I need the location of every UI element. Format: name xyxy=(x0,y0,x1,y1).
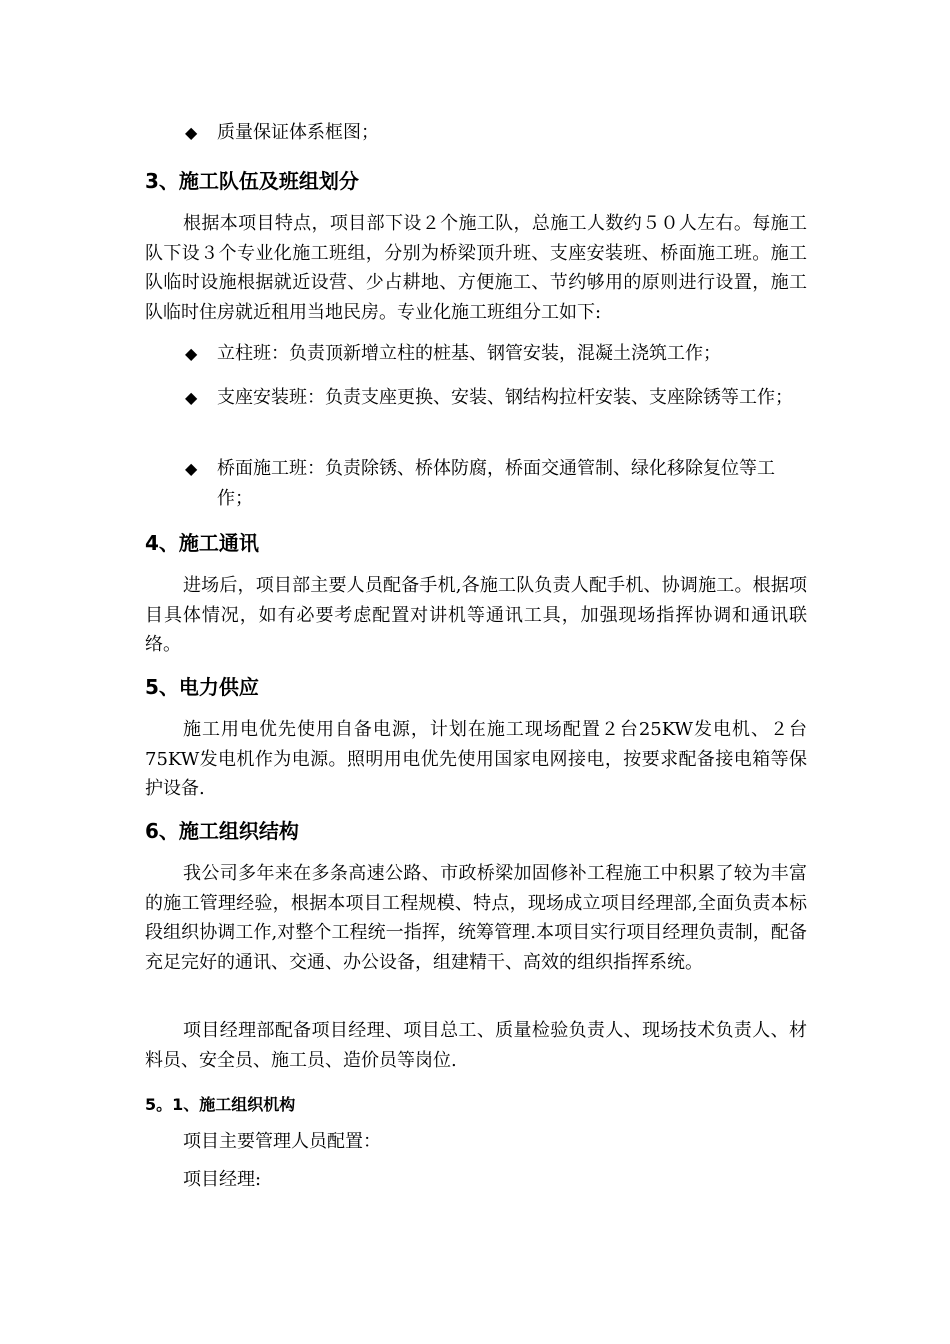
bullet-text: 质量保证体系框图； xyxy=(217,122,379,143)
diamond-bullet-icon: ◆ xyxy=(185,388,198,407)
bullet-text: 桥面施工班：负责除锈、桥体防腐，桥面交通管制、绿化移除复位等工作； xyxy=(217,458,775,509)
section-3-heading: 3、施工队伍及班组划分 xyxy=(145,169,359,193)
diamond-bullet-icon: ◆ xyxy=(185,459,198,478)
section-4-paragraph: 进场后，项目部主要人员配备手机,各施工队负责人配手机、协调施工。根据项目具体情况，如有必要考虑配置对讲机等通讯工具，加强现场指挥协调和通讯联络。 xyxy=(145,575,807,655)
section-6-heading: 6、施工组织结构 xyxy=(145,819,299,843)
section-3-paragraph: 根据本项目特点，项目部下设２个施工队，总施工人数约５０人左右。每施工队下设３个专业化施工班组，分别为桥梁顶升班、支座安装班、桥面施工班。施工队临时设施根据就近设营、少占耕地、方便施工、节约够用的原则进行设置，施工队临时住房就近租用当地民房。专业化施工班组分工如下: xyxy=(145,213,807,323)
section-6-paragraph-1: 我公司多年来在多条高速公路、市政桥梁加固修补工程施工中积累了较为丰富的施工管理经验，根据本项目工程规模、特点，现场成立项目经理部,全面负责本标段组织协调工作,对整个工程统一指挥，统筹管理.本项目实行项目经理负责制，配备充足完好的通讯、交通、办公设备，组建精干、高效的组织指挥系统。 xyxy=(145,863,807,973)
bullet-text: 立柱班：负责顶新增立柱的桩基、钢管安装，混凝土浇筑工作； xyxy=(217,343,721,364)
staffing-label: 项目主要管理人员配置： xyxy=(183,1131,381,1152)
diamond-bullet-icon: ◆ xyxy=(185,123,198,142)
section-5-paragraph: 施工用电优先使用自备电源，计划在施工现场配置２台25KW发电机、２台75KW发电机作为电源。照明用电优先使用国家电网接电，按要求配备接电箱等保护设备. xyxy=(145,719,807,799)
bullet-column-team xyxy=(185,339,810,369)
section-4-heading: 4、施工通讯 xyxy=(145,531,259,555)
section-6-paragraph-2: 项目经理部配备项目经理、项目总工、质量检验负责人、现场技术负责人、材料员、安全员、施工员、造价员等岗位. xyxy=(145,1020,807,1071)
project-manager-label: 项目经理: xyxy=(183,1169,262,1190)
bullet-quality-diagram xyxy=(185,118,810,148)
bullet-text: 支座安装班：负责支座更换、安装、钢结构拉杆安装、支座除锈等工作； xyxy=(217,387,793,408)
section-5-heading: 5、电力供应 xyxy=(145,675,259,699)
section-5-1-heading: 5。1、施工组织机构 xyxy=(145,1095,296,1114)
diamond-bullet-icon: ◆ xyxy=(185,344,198,363)
bullet-bearing-team xyxy=(185,383,805,413)
bullet-deck-team xyxy=(185,454,805,514)
